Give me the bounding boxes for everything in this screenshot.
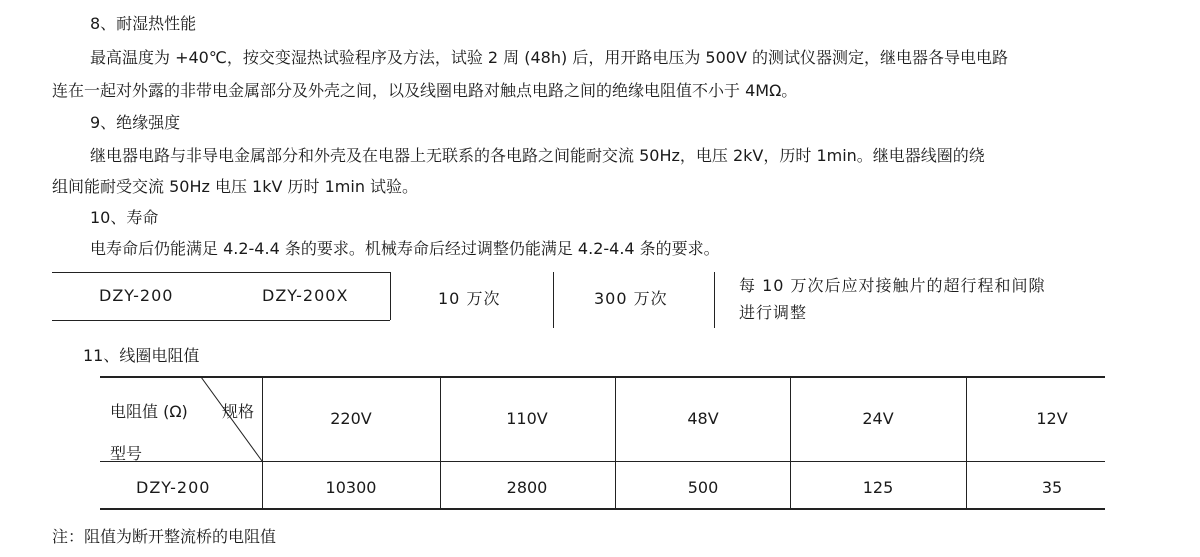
resistance-value-48v: 500: [687, 478, 719, 497]
life-table-note-line1: 每 10 万次后应对接触片的超行程和间隙: [739, 276, 1046, 295]
voltage-header-110v: 110V: [506, 409, 548, 428]
life-table-model-1: DZY-200: [99, 286, 174, 305]
life-table-divider-1: [390, 272, 391, 320]
section-8-text-line2: 连在一起对外露的非带电金属部分及外壳之间，以及线圈电路对触点电路之间的绝缘电阻值不小于 4MΩ。: [52, 81, 798, 100]
section-10-heading: 10、寿命: [90, 208, 159, 227]
life-table-electrical-life: 10 万次: [438, 289, 501, 308]
resistance-table-col-divider-3: [615, 377, 616, 508]
corner-model-label: 型号: [110, 444, 143, 463]
life-table-model-2: DZY-200X: [262, 286, 349, 305]
resistance-value-24v: 125: [862, 478, 894, 497]
voltage-header-24v: 24V: [862, 409, 894, 428]
voltage-header-12v: 12V: [1036, 409, 1068, 428]
resistance-value-110v: 2800: [506, 478, 548, 497]
life-table-divider-2: [553, 272, 554, 328]
voltage-header-48v: 48V: [687, 409, 719, 428]
section-9-heading: 9、绝缘强度: [90, 113, 181, 132]
resistance-table-bottom-rule: [100, 508, 1105, 510]
corner-spec-label: 规格: [222, 402, 255, 421]
resistance-value-220v: 10300: [325, 478, 377, 497]
life-table-top-rule: [52, 272, 390, 273]
section-10-text-line1: 电寿命后仍能满足 4.2-4.4 条的要求。机械寿命后经过调整仍能满足 4.2-4.4 条的要求。: [90, 239, 720, 258]
footnote: 注：阻值为断开整流桥的电阻值: [52, 527, 277, 546]
section-9-text-line1: 继电器电路与非导电金属部分和外壳及在电器上无联系的各电路之间能耐交流 50Hz，电压 2kV，历时 1min。继电器线圈的绕: [90, 146, 985, 165]
resistance-value-12v: 35: [1041, 478, 1063, 497]
resistance-table-col-divider-2: [440, 377, 441, 508]
section-9-text-line2: 组间能耐受交流 50Hz 电压 1kV 历时 1min 试验。: [52, 177, 419, 196]
life-table-divider-3: [714, 272, 715, 328]
section-11-heading: 11、线圈电阻值: [83, 346, 200, 365]
resistance-table-col-divider-4: [790, 377, 791, 508]
resistance-row-model: DZY-200: [136, 478, 211, 497]
section-8-heading: 8、耐湿热性能: [90, 14, 197, 33]
life-table-mechanical-life: 300 万次: [594, 289, 668, 308]
life-table-note-line2: 进行调整: [739, 303, 808, 322]
section-8-text-line1: 最高温度为 +40℃，按交变湿热试验程序及方法，试验 2 周 (48h) 后，用开路电压为 500V 的测试仪器测定，继电器各导电电路: [90, 48, 1008, 67]
voltage-header-220v: 220V: [330, 409, 372, 428]
life-table-bottom-rule: [52, 320, 390, 321]
resistance-table-col-divider-5: [966, 377, 967, 508]
corner-resistance-label: 电阻值 (Ω): [110, 402, 188, 421]
